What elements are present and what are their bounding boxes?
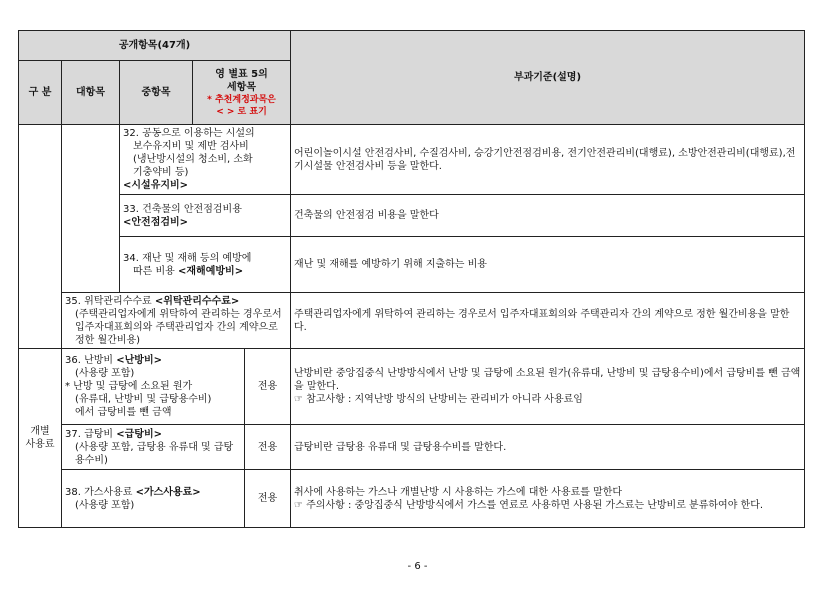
- row38-desc: 취사에 사용하는 가스나 개별난방 시 사용하는 가스에 대한 사용료를 말한다 ☞ 주의사항 : 중앙집중식 난방방식에서 가스를 연료로 사용하면 사용된 가스료는 난방비로 분류하여야 한다.: [291, 470, 805, 528]
- table-row: [19, 125, 805, 195]
- header-middle: 중항목: [120, 61, 193, 125]
- table-row: [19, 237, 805, 293]
- header-division: 구 분: [19, 61, 62, 125]
- header-appendix-note2: < > 로 표기: [216, 106, 267, 117]
- row34-account: <재해예방비>: [178, 265, 244, 277]
- table-row: [19, 425, 805, 470]
- row37-account: <급탕비>: [116, 428, 162, 440]
- major-cell-empty: [62, 125, 120, 293]
- row36-desc: 난방비란 중앙집중식 난방방식에서 난방 및 급탕에 소요된 원가(유류대, 난방비 및 급탕용수비)에서 급탕비를 뺀 금액을 말한다. ☞ 참고사항 : 지역난방 방식의 난방비는 관리비가 아니라 사용료임: [291, 349, 805, 425]
- row32-desc: 어린이놀이시설 안전검사비, 수질검사비, 승강기안전점검비용, 전기안전관리비(대행료), 소방안전관리비(대행료),전기시설물 안전검사비 등을 말한다.: [291, 125, 805, 195]
- row34-item: 34. 재난 및 재해 등의 예방에 따른 비용 <재해예방비>: [120, 237, 291, 293]
- header-disclosure: 공개항목(47개): [19, 31, 291, 61]
- row33-item: 33. 건축물의 안전점검비용 <안전점검비>: [120, 195, 291, 237]
- row35-item: 35. 위탁관리수수료 <위탁관리수수료> (주택관리업자에게 위탁하여 관리하는 경우로서 입주자대표회의와 주택관리업자 간의 계약으로 정한 월간비용): [62, 293, 291, 349]
- row35-account: <위탁관리수수료>: [154, 295, 240, 307]
- row38-note: ☞ 주의사항 : 중앙집중식 난방방식에서 가스를 연료로 사용하면 사용된 가스료는 난방비로 분류하여야 한다.: [294, 499, 764, 511]
- fee-table: [18, 30, 805, 528]
- header-appendix: [193, 61, 291, 125]
- row38-item: 38. 가스사용료 <가스사용료> (사용량 포함): [62, 470, 245, 528]
- row37-desc: 급탕비란 급탕용 유류대 및 급탕용수비를 말한다.: [291, 425, 805, 470]
- header-basis: 부과기준(설명): [291, 31, 805, 125]
- row37-item: 37. 급탕비 <급탕비> (사용량 포함, 급탕용 유류대 및 급탕용수비): [62, 425, 245, 470]
- table-row: [19, 349, 805, 425]
- row36-item: 36. 난방비 <난방비> (사용량 포함) * 난방 및 급탕에 소요된 원가 (유류대, 난방비 및 급탕용수비) 에서 급탕비를 뺀 금액: [62, 349, 245, 425]
- row36-account: <난방비>: [116, 355, 162, 366]
- row33-account: <안전점검비>: [123, 216, 189, 228]
- row33-desc: 건축물의 안전점검 비용을 말한다: [291, 195, 805, 237]
- table-row: [19, 470, 805, 528]
- header-appendix-note1: * 추천계정과목은: [207, 94, 276, 105]
- division-cell-empty: [19, 125, 62, 349]
- row38-usage: 전용: [245, 470, 291, 528]
- row37-usage: 전용: [245, 425, 291, 470]
- row38-account: <가스사용료>: [135, 486, 201, 498]
- category-individual-usage: 개별 사용료: [19, 349, 62, 528]
- row35-desc: 주택관리업자에게 위탁하여 관리하는 경우로서 입주자대표회의와 주택관리자 간의 계약으로 정한 월간비용을 말한다.: [291, 293, 805, 349]
- header-appendix-line1: 영 별표 5의: [215, 68, 268, 80]
- row34-desc: 재난 및 재해를 예방하기 위해 지출하는 비용: [291, 237, 805, 293]
- row32-item: 32. 공동으로 이용하는 시설의 보수유지비 및 제반 검사비 (냉난방시설의 청소비, 소화 기충약비 등) <시설유지비>: [120, 125, 291, 195]
- row35-detail: (주택관리업자에게 위탁하여 관리하는 경우로서 입주자대표회의와 주택관리업자 간의 계약으로 정한 월간비용): [75, 308, 282, 346]
- row36-note: ☞ 참고사항 : 지역난방 방식의 난방비는 관리비가 아니라 사용료임: [294, 394, 583, 405]
- table-row: [19, 293, 805, 349]
- row36-usage: 전용: [245, 349, 291, 425]
- row32-account: <시설유지비>: [123, 180, 189, 191]
- page-number: - 6 -: [407, 561, 428, 572]
- header-major: 대항목: [62, 61, 120, 125]
- header-appendix-line2: 세항목: [227, 81, 256, 93]
- table-row: [19, 195, 805, 237]
